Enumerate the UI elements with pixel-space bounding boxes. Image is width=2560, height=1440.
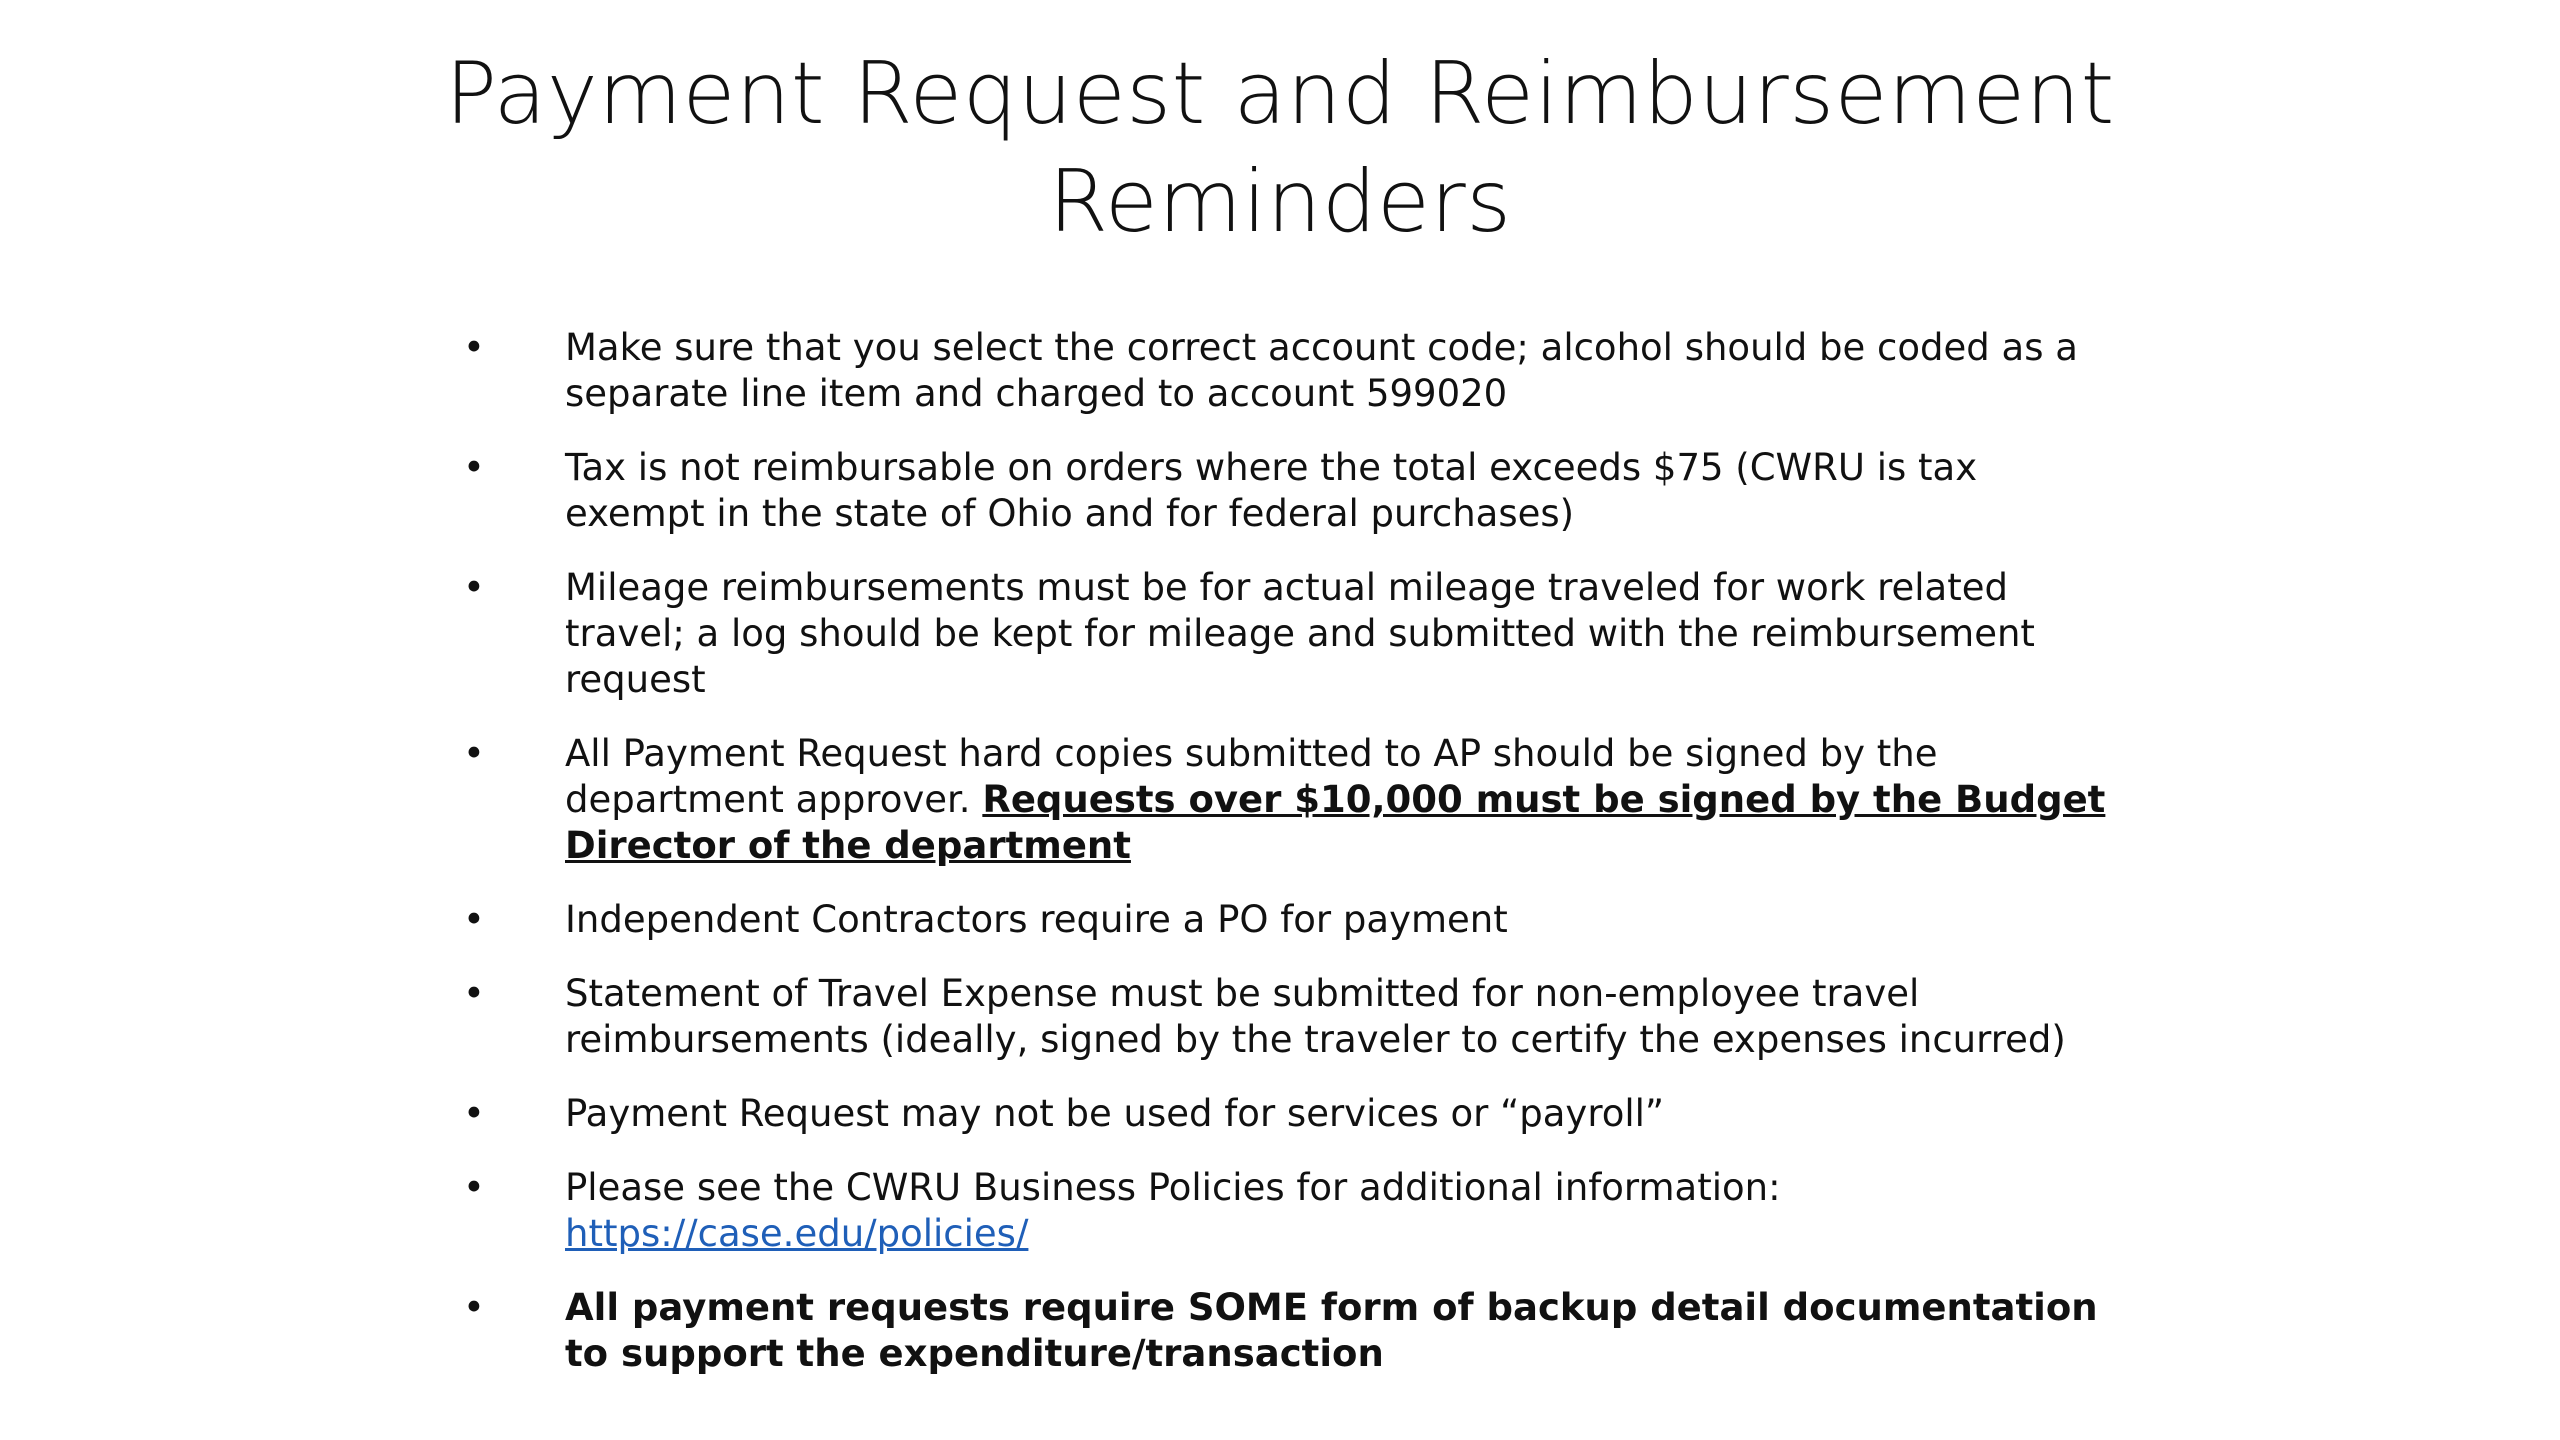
bullet-item-contractors bbox=[455, 897, 2115, 943]
bullet-text: Make sure that you select the correct account code; alcohol should be coded as a separate line item and charged to account 599020 bbox=[565, 326, 2078, 415]
bullet-icon: • bbox=[463, 898, 485, 941]
bullet-icon: • bbox=[463, 972, 485, 1015]
bullet-icon: • bbox=[463, 1092, 485, 1135]
bullet-emphasis-text: Requests over $10,000 must be signed by the Budget Director of the department bbox=[565, 778, 2106, 867]
bullet-item-services bbox=[455, 1091, 2115, 1137]
bullet-item-tax bbox=[455, 445, 2115, 537]
bullet-icon: • bbox=[463, 566, 485, 609]
slide-title-line-2: Reminders bbox=[1048, 152, 1512, 252]
bullet-item-account-code bbox=[455, 325, 2115, 417]
bullet-item-signature bbox=[455, 731, 2115, 869]
bullet-text: Payment Request may not be used for services or “payroll” bbox=[565, 1092, 1665, 1135]
bullet-text: All Payment Request hard copies submitted to AP should be signed by the department approver. bbox=[565, 732, 1938, 821]
bullet-text: Mileage reimbursements must be for actual mileage traveled for work related travel; a log should be kept for mileage and submitted with the reimbursement request bbox=[565, 566, 2035, 701]
bullet-item-mileage bbox=[455, 565, 2115, 703]
policies-link[interactable]: https://case.edu/policies/ bbox=[565, 1212, 1029, 1255]
bullet-text: Please see the CWRU Business Policies for additional information: bbox=[565, 1166, 1781, 1209]
bullet-list bbox=[455, 325, 2115, 1405]
bullet-text: Statement of Travel Expense must be submitted for non-employee travel reimbursements (ideally, signed by the traveler to certify the expenses incurred) bbox=[565, 972, 2066, 1061]
bullet-item-travel-expense bbox=[455, 971, 2115, 1063]
slide-title bbox=[300, 40, 2260, 256]
bullet-icon: • bbox=[463, 1286, 485, 1329]
bullet-text: Independent Contractors require a PO for payment bbox=[565, 898, 1508, 941]
bullet-bold-text: All payment requests require SOME form of backup detail documentation to support the expenditure/transaction bbox=[565, 1286, 2098, 1375]
bullet-text: Tax is not reimbursable on orders where the total exceeds $75 (CWRU is tax exempt in the state of Ohio and for federal purchases) bbox=[565, 446, 1978, 535]
bullet-icon: • bbox=[463, 326, 485, 369]
bullet-item-backup-docs bbox=[455, 1285, 2115, 1377]
slide-title-line-1: Payment Request and Reimbursement bbox=[445, 44, 2115, 144]
bullet-icon: • bbox=[463, 446, 485, 489]
bullet-icon: • bbox=[463, 1166, 485, 1209]
bullet-icon: • bbox=[463, 732, 485, 775]
bullet-item-policies bbox=[455, 1165, 2115, 1257]
